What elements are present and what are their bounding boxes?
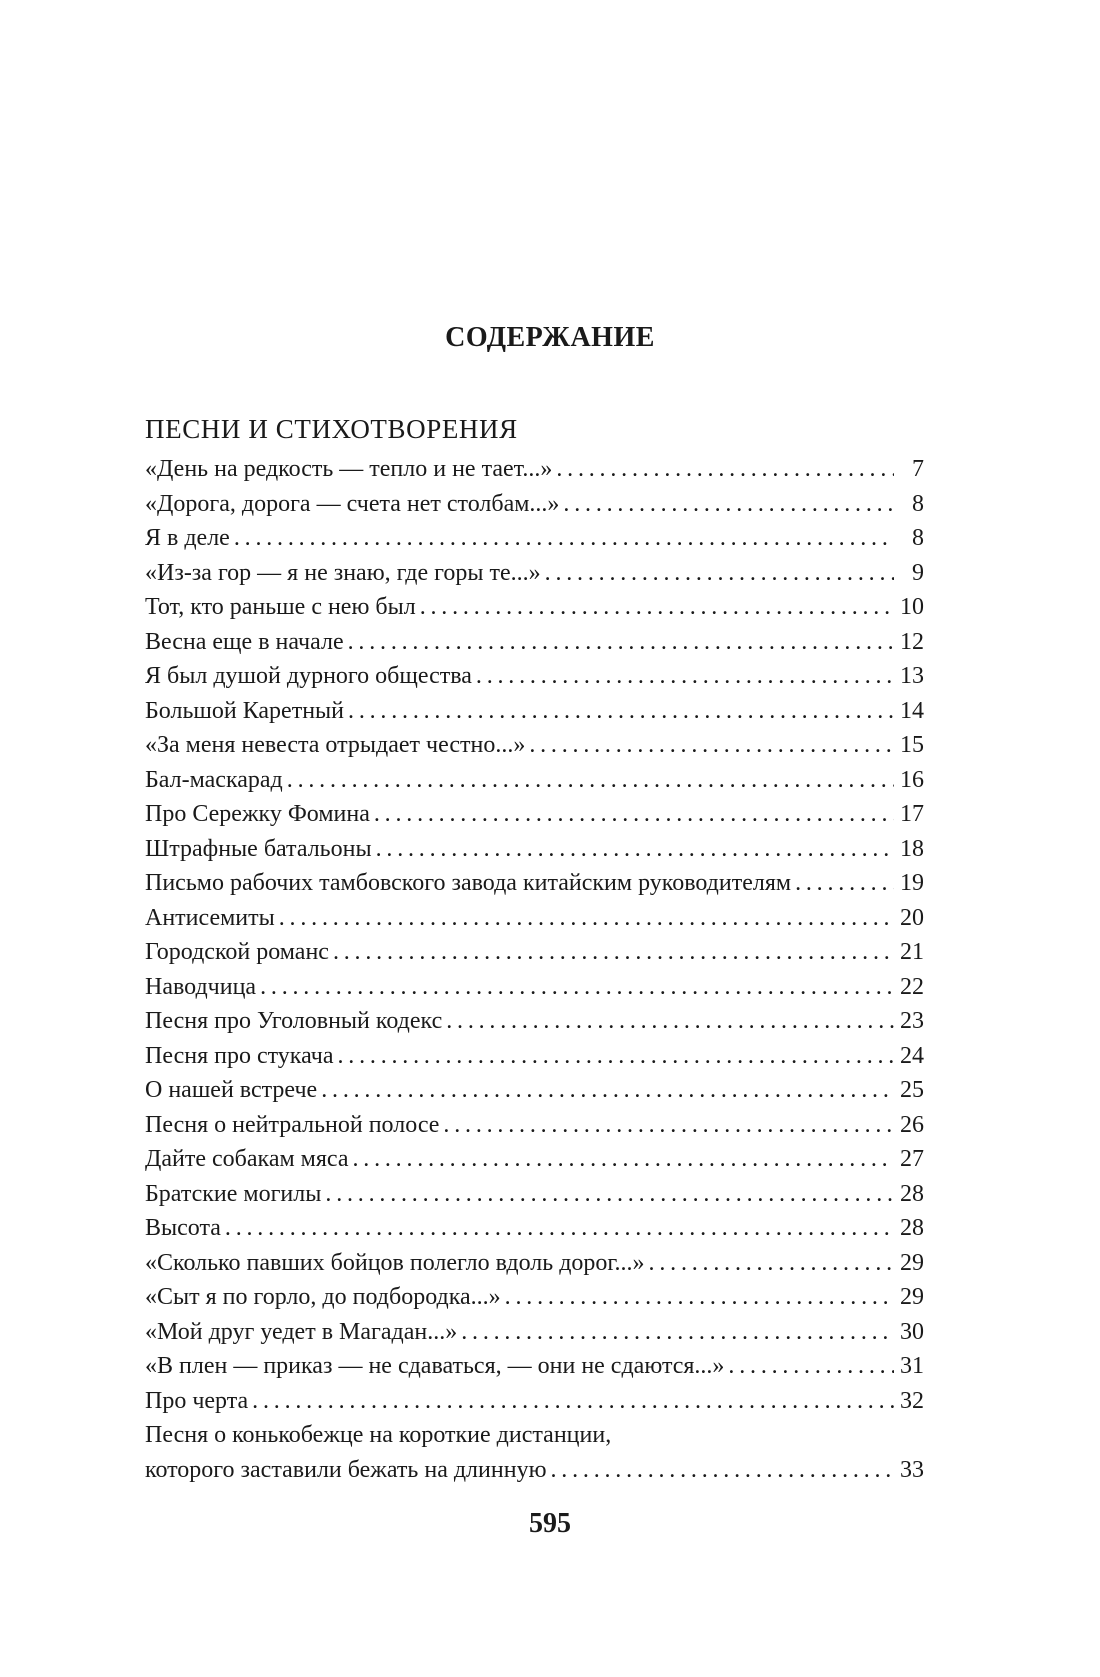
dot-leader <box>559 487 894 522</box>
toc-entry-title: Тот, кто раньше с нею был <box>145 594 416 620</box>
toc-entry <box>145 625 924 660</box>
dot-leader <box>372 832 894 867</box>
toc-entry-page: 20 <box>900 904 924 931</box>
toc-entry-page: 16 <box>900 766 924 793</box>
toc-entry <box>145 1280 924 1315</box>
toc-entry <box>145 1384 924 1419</box>
toc-entry-page: 15 <box>900 732 924 758</box>
toc-entry-page: 28 <box>900 1215 924 1241</box>
toc-entry-title-line1: Песня о конькобежце на короткие дистанции, <box>145 1422 612 1448</box>
toc-entry <box>145 866 924 901</box>
toc-entry-title: Большой Каретный <box>145 697 345 724</box>
toc-entry-title: «Сыт я по горло, до подбородка...» <box>145 1284 501 1310</box>
toc-entry-title: Дайте собакам мяса <box>145 1146 349 1172</box>
toc-entry-page: 23 <box>900 1008 924 1034</box>
toc-entry-page: 14 <box>900 697 924 724</box>
toc-entry <box>145 452 924 487</box>
toc-entry-page: 13 <box>900 663 924 689</box>
toc-entry <box>145 935 924 970</box>
toc-entry <box>145 694 924 729</box>
dot-leader <box>416 590 894 625</box>
toc-entry <box>145 728 924 763</box>
toc-entry-page: 26 <box>900 1111 924 1138</box>
section-heading: ПЕСНИ И СТИХОТВОРЕНИЯ <box>145 414 518 444</box>
toc-entry <box>145 1246 924 1281</box>
toc-entry <box>145 1349 924 1384</box>
dot-leader <box>525 728 894 763</box>
dot-leader <box>552 452 894 487</box>
dot-leader <box>457 1315 894 1350</box>
toc-entry-page: 25 <box>900 1077 924 1103</box>
dot-leader <box>791 866 894 901</box>
toc-entry-title: Я был душой дурного общества <box>145 663 472 689</box>
dot-leader <box>230 521 894 556</box>
toc-entry-page: 28 <box>900 1180 924 1207</box>
toc-entry <box>145 556 924 591</box>
toc-entry-title: Песня про Уголовный кодекс <box>145 1008 443 1034</box>
dot-leader <box>472 659 894 694</box>
toc-entry-title: Песня о нейтральной полосе <box>145 1111 440 1138</box>
toc-entry-title: «В плен — приказ — не сдаваться, — они не сдаются...» <box>145 1353 725 1379</box>
toc-entry-title: «Дорога, дорога — счета нет столбам...» <box>145 490 560 517</box>
toc-entry <box>145 659 924 694</box>
dot-leader <box>256 970 894 1005</box>
toc-entry-page: 8 <box>912 490 924 517</box>
toc-entry-title: Письмо рабочих тамбовского завода китайским руководителям <box>145 870 792 896</box>
toc-entry-page: 9 <box>912 559 924 586</box>
toc-entry-title: «Из-за гор — я не знаю, где горы те...» <box>145 559 541 586</box>
toc-entry <box>145 590 924 625</box>
toc-entry <box>145 1142 924 1177</box>
dot-leader <box>501 1280 894 1315</box>
toc-entry <box>145 1108 924 1143</box>
toc-entry-title: Городской романс <box>145 939 329 965</box>
toc-entry-page: 8 <box>912 525 924 551</box>
toc-entry-title: Антисемиты <box>145 904 275 931</box>
toc-entry-title: «За меня невеста отрыдает честно...» <box>145 732 526 758</box>
toc-entry <box>145 832 924 867</box>
table-of-contents <box>145 452 924 1487</box>
toc-entry-title: Весна еще в начале <box>145 628 344 655</box>
toc-entry-title: Братские могилы <box>145 1180 322 1207</box>
toc-entry-page: 32 <box>900 1387 924 1414</box>
toc-entry-page: 33 <box>900 1456 924 1483</box>
toc-entry-title: О нашей встрече <box>145 1077 318 1103</box>
toc-entry <box>145 797 924 832</box>
toc-entry <box>145 521 924 556</box>
toc-entry-page: 29 <box>900 1249 924 1276</box>
toc-entry <box>145 1039 924 1074</box>
dot-leader <box>283 763 894 798</box>
page-number: 595 <box>529 1508 571 1539</box>
dot-leader <box>442 1004 894 1039</box>
toc-entry-title: Про Сережку Фомина <box>145 801 370 827</box>
dot-leader <box>317 1073 894 1108</box>
toc-entry-title: Я в деле <box>145 525 230 551</box>
toc-entry <box>145 763 924 798</box>
toc-entry <box>145 1315 924 1350</box>
dot-leader <box>645 1246 894 1281</box>
toc-entry-page: 29 <box>900 1284 924 1310</box>
toc-entry-title: Песня про стукача <box>145 1042 334 1069</box>
toc-entry <box>145 970 924 1005</box>
toc-entry-title: Бал-маскарад <box>145 766 283 793</box>
toc-entry-title: Про черта <box>145 1387 249 1414</box>
toc-entry-page: 19 <box>900 870 924 896</box>
toc-entry-line2 <box>145 1453 924 1488</box>
toc-entry <box>145 487 924 522</box>
toc-entry <box>145 1177 924 1212</box>
toc-entry <box>145 1004 924 1039</box>
dot-leader <box>275 901 894 936</box>
toc-entry <box>145 1073 924 1108</box>
dot-leader <box>344 625 894 660</box>
toc-entry-title: Высота <box>145 1215 221 1241</box>
dot-leader <box>724 1349 894 1384</box>
dot-leader <box>344 694 894 729</box>
toc-entry-page: 18 <box>900 835 924 862</box>
dot-leader <box>348 1142 894 1177</box>
toc-entry-title: «День на редкость — тепло и не тает...» <box>145 456 553 482</box>
toc-entry-title: Наводчица <box>145 973 257 1000</box>
toc-entry <box>145 1211 924 1246</box>
dot-leader <box>547 1453 895 1488</box>
dot-leader <box>248 1384 894 1419</box>
toc-entry-page: 17 <box>900 801 924 827</box>
toc-entry-page: 30 <box>900 1318 924 1345</box>
toc-entry-page: 21 <box>900 939 924 965</box>
toc-entry-title-line2: которого заставили бежать на длинную <box>145 1456 547 1483</box>
toc-entry-title: Штрафные батальоны <box>145 835 372 862</box>
dot-leader <box>321 1177 894 1212</box>
toc-entry-title: «Сколько павших бойцов полегло вдоль дорог...» <box>145 1249 645 1276</box>
toc-entry-title: «Мой друг уедет в Магадан...» <box>145 1318 458 1345</box>
toc-entry-page: 10 <box>900 594 924 620</box>
dot-leader <box>334 1039 895 1074</box>
toc-entry-page: 7 <box>912 456 924 482</box>
dot-leader <box>329 935 894 970</box>
dot-leader <box>370 797 894 832</box>
toc-entry <box>145 1418 924 1487</box>
toc-entry <box>145 901 924 936</box>
toc-entry-page: 22 <box>900 973 924 1000</box>
dot-leader <box>541 556 894 591</box>
page-title: СОДЕРЖАНИЕ <box>445 322 655 353</box>
toc-entry-page: 27 <box>900 1146 924 1172</box>
toc-entry-page: 12 <box>900 628 924 655</box>
dot-leader <box>439 1108 894 1143</box>
dot-leader <box>221 1211 894 1246</box>
toc-entry-page: 24 <box>900 1042 924 1069</box>
toc-entry-page: 31 <box>900 1353 924 1379</box>
